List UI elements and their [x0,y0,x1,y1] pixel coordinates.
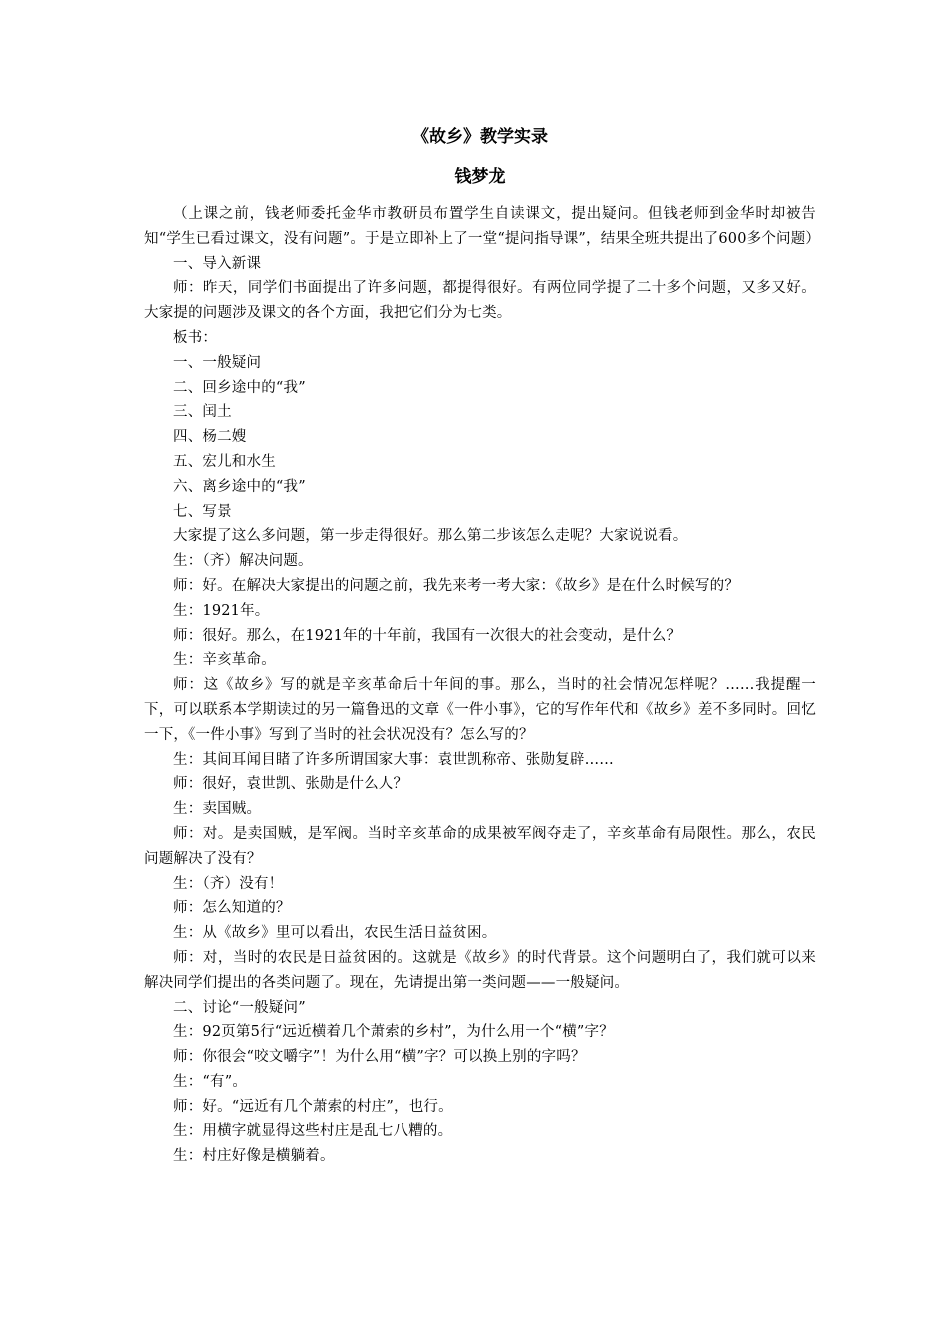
paragraph: （上课之前，钱老师委托金华市教研员布置学生自读课文，提出疑问。但钱老师到金华时却被告知“学生已看过课文，没有问题”。于是立即补上了一堂“提问指导课”，结果全班共提出了600多个问题） [144,206,821,247]
paragraph: 生：92页第5行“远近横着几个萧索的乡村”，为什么用一个“横”字？ [173,1024,614,1041]
paragraph: 一、导入新课 [173,255,262,272]
paragraph: 二、回乡途中的“我” [173,379,306,396]
paragraph: 板书： [173,329,218,346]
document-page [144,124,821,1169]
paragraph: 七、写景 [173,503,232,520]
paragraph: 生：1921年。 [173,602,270,619]
document-title: 《故乡》教学实录 [412,127,548,147]
paragraph: 师：怎么知道的？ [173,900,291,917]
paragraph: 生：从《故乡》里可以看出，农民生活日益贫困。 [173,925,497,942]
paragraph: 生：卖国贼。 [173,801,262,818]
paragraph: 五、宏儿和水生 [173,453,276,470]
paragraph: 四、杨二嫂 [173,429,247,446]
paragraph: 生：辛亥革命。 [173,652,276,669]
paragraph: 生：用横字就显得这些村庄是乱七八糟的。 [173,1123,453,1140]
paragraph: 师：你很会“咬文嚼字”！为什么用“横”字？可以换上别的字吗？ [173,1049,586,1066]
paragraph: 师：对。是卖国贼，是军阀。当时辛亥革命的成果被军阀夺走了，辛亥革命有局限性。那么，农民问题解决了没有？ [144,825,816,867]
paragraph: 生：村庄好像是横躺着。 [173,1148,335,1165]
paragraph: 师：好。“远近有几个萧索的村庄”，也行。 [173,1098,453,1115]
paragraph: 大家提了这么多问题，第一步走得很好。那么第二步该怎么走呢？大家说说看。 [173,528,688,545]
paragraph: 生：“有”。 [173,1073,248,1090]
paragraph: 三、闰土 [173,404,232,421]
paragraph: 一、一般疑问 [173,354,262,371]
paragraph: 生：（齐）没有！ [173,875,284,892]
paragraph: 六、离乡途中的“我” [173,478,306,495]
paragraph: 生：（齐）解决问题。 [173,553,313,570]
paragraph: 生：其间耳闻目睹了许多所谓国家大事：袁世凯称帝、张勋复辟…… [173,751,614,768]
document-author: 钱梦龙 [454,167,506,187]
paragraph: 二、讨论“一般疑问” [173,999,306,1016]
paragraph: 师：很好，袁世凯、张勋是什么人？ [173,776,409,793]
paragraph: 师：昨天，同学们书面提出了许多问题，都提得很好。有两位同学提了二十多个问题，又多又好。大家提的问题涉及课文的各个方面，我把它们分为七类。 [144,280,816,322]
paragraph: 师：对，当时的农民是日益贫困的。这就是《故乡》的时代背景。这个问题明白了，我们就可以来解决同学们提出的各类问题了。现在，先请提出第一类问题——一般疑问。 [144,949,816,991]
document-body [144,202,821,1169]
paragraph: 师：这《故乡》写的就是辛亥革命后十年间的事。那么，当时的社会情况怎样呢？……我提醒一下，可以联系本学期读过的另一篇鲁迅的文章《一件小事》，它的写作年代和《故乡》差不多同时。回忆一下，《一件小事》写到了当时的社会状况没有？怎么写的？ [144,677,816,743]
paragraph: 师：很好。那么，在1921年的十年前，我国有一次很大的社会变动，是什么？ [173,627,682,644]
paragraph: 师：好。在解决大家提出的问题之前，我先来考一考大家：《故乡》是在什么时候写的？ [173,577,740,594]
